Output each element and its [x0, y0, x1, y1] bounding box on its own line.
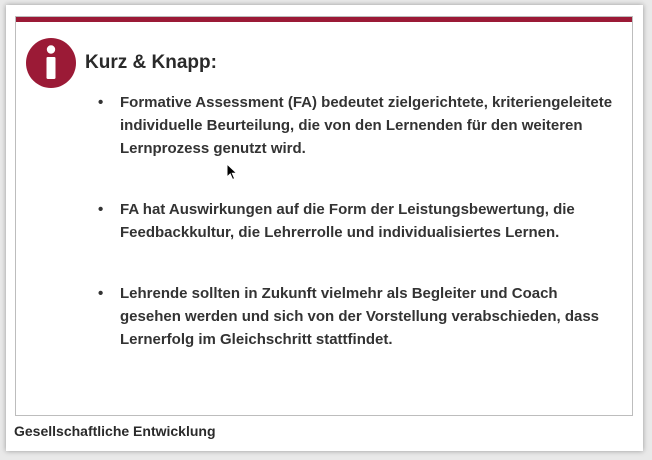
bullet-list	[95, 91, 620, 351]
bullet-item	[95, 282, 620, 351]
bullet-dot: •	[98, 94, 104, 111]
info-box-title: Kurz & Knapp:	[85, 52, 217, 73]
mouse-pointer-icon	[226, 163, 238, 181]
bullet-item	[95, 198, 620, 244]
bullet-item	[95, 91, 620, 160]
info-icon	[26, 38, 76, 88]
bullet-text: Formative Assessment (FA) bedeutet zielgerichtete, kriteriengeleitete individuelle Beurteilung, die von den Lernenden für den weiteren Lernprozess genutzt wird.	[120, 94, 613, 157]
bullet-text: FA hat Auswirkungen auf die Form der Leistungsbewertung, die Feedbackkultur, die Lehrerrolle und individualisiertes Lernen.	[120, 201, 575, 241]
content-window	[6, 5, 643, 451]
bullet-dot: •	[98, 201, 104, 218]
bullet-text: Lehrende sollten in Zukunft vielmehr als Begleiter und Coach gesehen werden und sich von der Vorstellung verabschieden, dass Lernerfolg im Gleichschritt stattfindet.	[120, 285, 600, 348]
info-box-accent-bar	[16, 17, 632, 22]
info-box	[15, 16, 633, 416]
bullet-dot: •	[98, 285, 104, 302]
section-footer-label: Gesellschaftliche Entwicklung	[14, 423, 216, 439]
